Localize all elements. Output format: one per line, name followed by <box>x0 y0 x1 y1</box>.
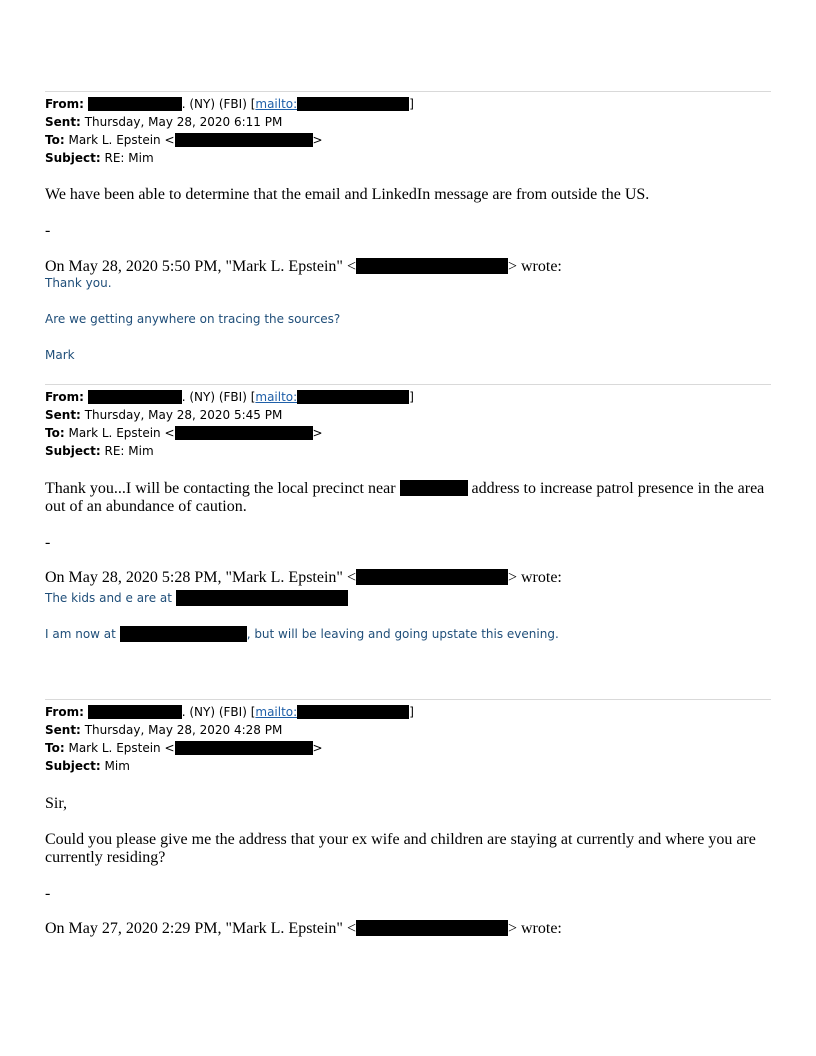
subject-label: Subject: <box>45 444 101 458</box>
from-close: ] <box>409 705 414 719</box>
signature-dash: - <box>45 534 51 551</box>
redaction <box>88 97 182 111</box>
mailto-link[interactable]: mailto: <box>255 390 298 404</box>
to-close: > <box>312 426 323 440</box>
sent-label: Sent: <box>45 723 81 737</box>
to-label: To: <box>45 741 65 755</box>
to-value: Mark L. Epstein < <box>68 133 175 147</box>
from-label: From: <box>45 705 84 719</box>
redaction <box>400 480 468 496</box>
subject-value: RE: Mim <box>104 151 154 165</box>
redaction <box>356 569 508 585</box>
wrote-suffix: > wrote: <box>507 920 562 937</box>
redaction <box>175 426 313 440</box>
sent-line <box>45 406 282 424</box>
quoted-text: I am now at <box>45 627 116 641</box>
to-line <box>45 739 323 757</box>
email-body-line: out of an abundance of caution. <box>45 498 247 515</box>
to-label: To: <box>45 426 65 440</box>
quote-attribution <box>45 920 562 938</box>
redaction <box>297 390 409 404</box>
quoted-text: , but will be leaving and going upstate this evening. <box>246 627 559 641</box>
quote-attribution <box>45 569 562 587</box>
to-line <box>45 424 323 442</box>
sent-value: Thursday, May 28, 2020 4:28 PM <box>84 723 283 737</box>
redaction <box>176 590 348 606</box>
body-part: Thank you...I will be contacting the local precinct near <box>45 480 396 497</box>
signature-dash: - <box>45 222 51 239</box>
to-close: > <box>312 133 323 147</box>
to-value: Mark L. Epstein < <box>68 426 175 440</box>
sent-value: Thursday, May 28, 2020 6:11 PM <box>84 115 283 129</box>
to-close: > <box>312 741 323 755</box>
from-line <box>45 703 414 721</box>
from-line <box>45 388 414 406</box>
subject-value: Mim <box>104 759 130 773</box>
subject-line <box>45 442 154 460</box>
to-line <box>45 131 323 149</box>
from-close: ] <box>409 390 414 404</box>
redaction <box>356 258 508 274</box>
subject-value: RE: Mim <box>104 444 154 458</box>
quoted-line <box>45 626 559 642</box>
email-body <box>45 480 764 498</box>
from-close: ] <box>409 97 414 111</box>
wrote-prefix: On May 27, 2020 2:29 PM, "Mark L. Epstein" < <box>45 920 356 937</box>
sent-line <box>45 721 282 739</box>
quote-attribution <box>45 258 562 276</box>
subject-line <box>45 149 154 167</box>
mailto-link[interactable]: mailto: <box>255 705 298 719</box>
email-body: We have been able to determine that the email and LinkedIn message are from outside the US. <box>45 186 650 203</box>
redaction <box>88 705 182 719</box>
redaction <box>175 741 313 755</box>
divider <box>45 699 771 700</box>
sent-label: Sent: <box>45 115 81 129</box>
sent-value: Thursday, May 28, 2020 5:45 PM <box>84 408 283 422</box>
email-body-line: currently residing? <box>45 849 166 866</box>
quoted-line: Mark <box>45 348 75 362</box>
subject-label: Subject: <box>45 151 101 165</box>
wrote-prefix: On May 28, 2020 5:50 PM, "Mark L. Epstein" < <box>45 258 356 275</box>
quoted-text: The kids and e are at <box>45 591 172 605</box>
redaction <box>356 920 508 936</box>
to-value: Mark L. Epstein < <box>68 741 175 755</box>
wrote-prefix: On May 28, 2020 5:28 PM, "Mark L. Epstein" < <box>45 569 356 586</box>
divider <box>45 91 771 92</box>
redaction <box>297 97 409 111</box>
quoted-line <box>45 590 348 606</box>
mailto-link[interactable]: mailto: <box>255 97 298 111</box>
signature-dash: - <box>45 885 51 902</box>
redaction <box>175 133 313 147</box>
wrote-suffix: > wrote: <box>507 569 562 586</box>
subject-line <box>45 757 130 775</box>
divider <box>45 384 771 385</box>
to-label: To: <box>45 133 65 147</box>
sent-label: Sent: <box>45 408 81 422</box>
wrote-suffix: > wrote: <box>507 258 562 275</box>
quoted-line: Are we getting anywhere on tracing the sources? <box>45 312 341 326</box>
body-part: address to increase patrol presence in the area <box>471 480 765 497</box>
from-label: From: <box>45 390 84 404</box>
quoted-line: Thank you. <box>45 276 112 290</box>
from-line <box>45 95 414 113</box>
subject-label: Subject: <box>45 759 101 773</box>
from-suffix: . (NY) (FBI) [ <box>181 390 256 404</box>
email-body-line: Could you please give me the address that your ex wife and children are staying at currently and where you are <box>45 831 756 848</box>
email-greeting: Sir, <box>45 795 68 812</box>
sent-line <box>45 113 282 131</box>
redaction <box>88 390 182 404</box>
from-suffix: . (NY) (FBI) [ <box>181 97 256 111</box>
redaction <box>120 626 247 642</box>
redaction <box>297 705 409 719</box>
from-label: From: <box>45 97 84 111</box>
from-suffix: . (NY) (FBI) [ <box>181 705 256 719</box>
